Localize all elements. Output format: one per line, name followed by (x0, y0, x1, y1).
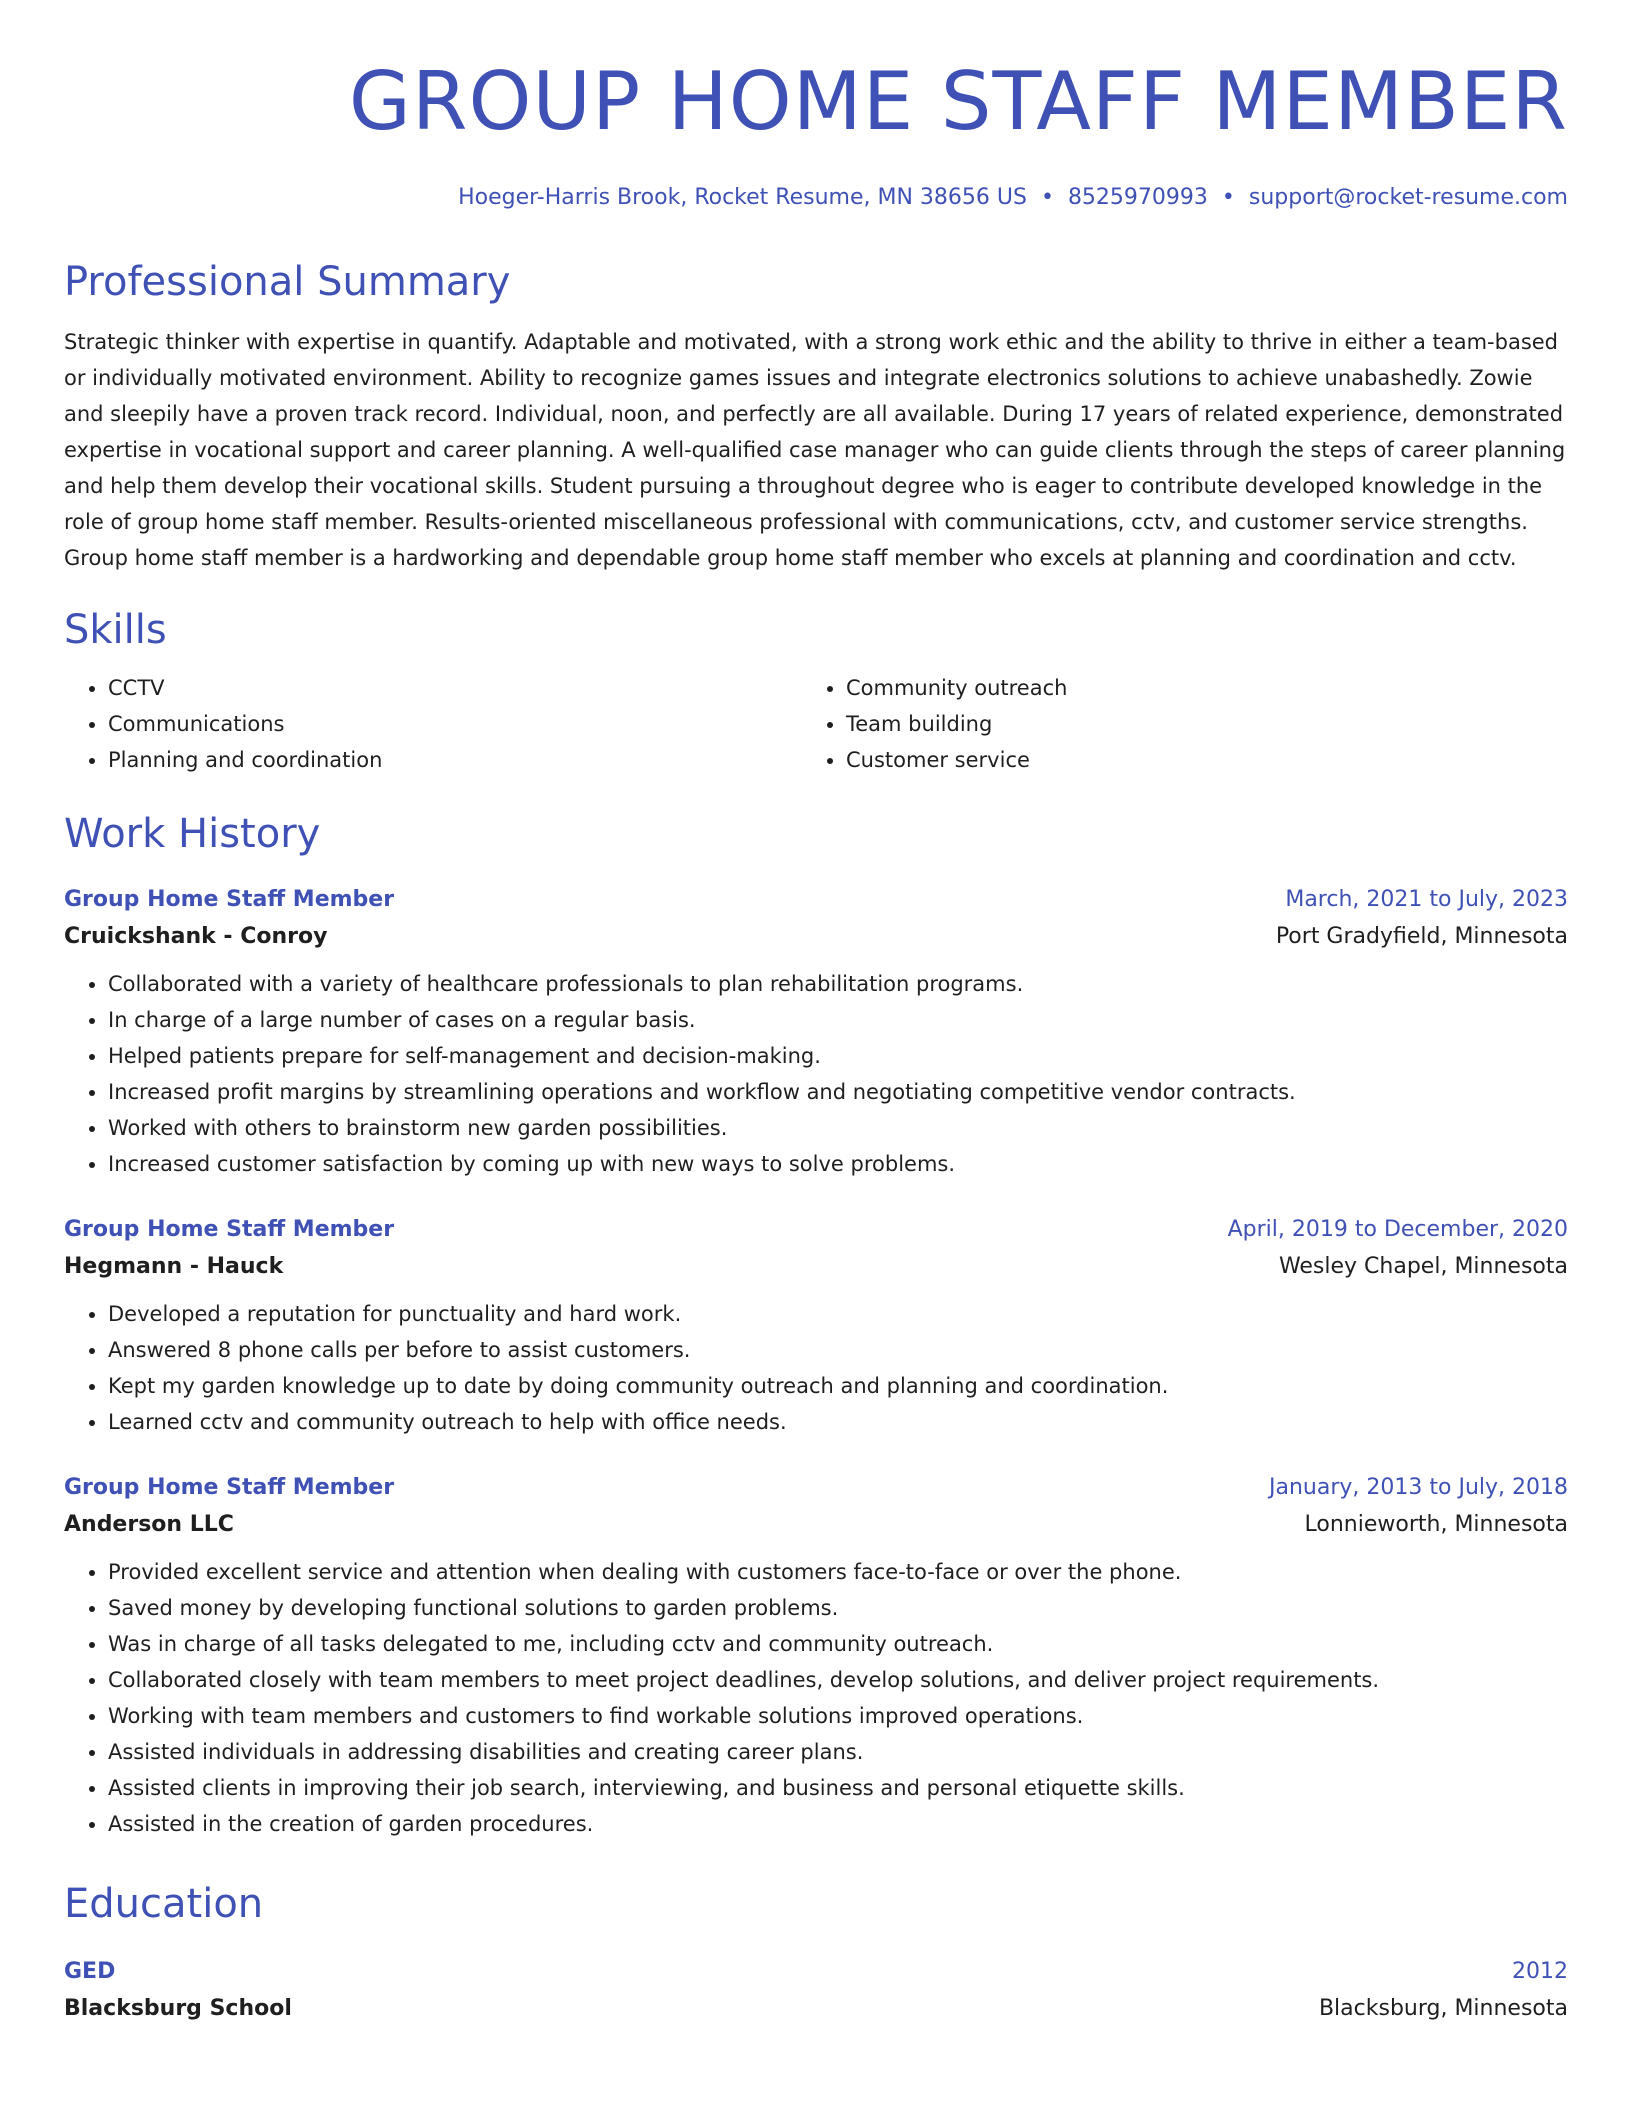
job-bullet: • Answered 8 phone calls per before to assist customers. (108, 1332, 1568, 1368)
skill-item: • CCTV (108, 670, 802, 706)
job-bullet: • In charge of a large number of cases on a regular basis. (108, 1002, 1568, 1038)
job-bullet: • Was in charge of all tasks delegated to me, including cctv and community outreach. (108, 1626, 1568, 1662)
education-section (64, 1878, 1568, 2028)
skills-section (64, 604, 1568, 778)
job-bullets (64, 966, 1568, 1182)
job-bullets (64, 1554, 1568, 1842)
job-title-row (64, 1212, 1568, 1248)
education-entry (64, 1954, 1568, 2028)
candidate-name: GROUP HOME STAFF MEMBER (348, 55, 1568, 148)
skills-list-right (802, 670, 1540, 778)
job-bullet: • Collaborated with a variety of healthcare professionals to plan rehabilitation programs. (108, 966, 1568, 1002)
job-bullets (64, 1296, 1568, 1440)
job-location: Wesley Chapel, Minnesota (1278, 1254, 1568, 1279)
job-bullet: • Assisted individuals in addressing disabilities and creating career plans. (108, 1734, 1568, 1770)
resume-header (64, 52, 1568, 214)
job-bullet: • Working with team members and customers to find workable solutions improved operations. (108, 1698, 1568, 1734)
skill-item: • Community outreach (846, 670, 1540, 706)
skill-item: • Planning and coordination (108, 742, 802, 778)
work-history-section (64, 808, 1568, 1842)
skill-item: • Communications (108, 706, 802, 742)
work-history-heading: Work History (64, 811, 321, 857)
job-title: Group Home Staff Member (64, 1217, 395, 1242)
contact-separator: • (1221, 185, 1235, 210)
contact-line (64, 182, 1568, 214)
job-bullet: • Assisted clients in improving their job search, interviewing, and business and personal etiquette skills. (108, 1770, 1568, 1806)
job-company-row (64, 1248, 1568, 1286)
job-dates: January, 2013 to July, 2018 (1269, 1475, 1568, 1500)
skills-heading: Skills (64, 607, 167, 653)
job-entry (64, 1470, 1568, 1842)
job-dates: April, 2019 to December, 2020 (1227, 1217, 1568, 1242)
job-location: Lonnieworth, Minnesota (1304, 1512, 1568, 1537)
job-bullet: • Learned cctv and community outreach to help with office needs. (108, 1404, 1568, 1440)
skills-grid (64, 670, 1568, 778)
job-company-row (64, 918, 1568, 956)
education-heading: Education (64, 1881, 264, 1927)
contact-separator: • (1040, 185, 1054, 210)
job-title-row (64, 882, 1568, 918)
contact-email: support@rocket-resume.com (1248, 185, 1568, 210)
job-title-row (64, 1470, 1568, 1506)
summary-section (64, 256, 1568, 576)
education-degree-row (64, 1954, 1568, 1990)
job-bullet: • Saved money by developing functional solutions to garden problems. (108, 1590, 1568, 1626)
job-bullet: • Worked with others to brainstorm new garden possibilities. (108, 1110, 1568, 1146)
education-school: Blacksburg School (64, 1996, 292, 2021)
contact-address: Hoeger-Harris Brook, Rocket Resume, MN 38656 US (458, 185, 1027, 210)
education-school-row (64, 1990, 1568, 2028)
job-bullet: • Provided excellent service and attention when dealing with customers face-to-face or over the phone. (108, 1554, 1568, 1590)
job-bullet: • Collaborated closely with team members to meet project deadlines, develop solutions, and deliver project requirements. (108, 1662, 1568, 1698)
contact-phone: 8525970993 (1067, 185, 1208, 210)
job-company: Hegmann - Hauck (64, 1254, 284, 1279)
skills-list-left (64, 670, 802, 778)
job-company-row (64, 1506, 1568, 1544)
job-bullet: • Helped patients prepare for self-management and decision-making. (108, 1038, 1568, 1074)
job-bullet: • Increased profit margins by streamlining operations and workflow and negotiating competitive vendor contracts. (108, 1074, 1568, 1110)
job-bullet: • Kept my garden knowledge up to date by doing community outreach and planning and coordination. (108, 1368, 1568, 1404)
summary-heading: Professional Summary (64, 259, 511, 305)
job-entry (64, 1212, 1568, 1440)
job-entry (64, 882, 1568, 1182)
job-title: Group Home Staff Member (64, 887, 395, 912)
skill-item: • Team building (846, 706, 1540, 742)
job-location: Port Gradyfield, Minnesota (1275, 924, 1568, 949)
job-bullet: • Assisted in the creation of garden procedures. (108, 1806, 1568, 1842)
job-title: Group Home Staff Member (64, 1475, 395, 1500)
job-company: Anderson LLC (64, 1512, 234, 1537)
job-bullet: • Developed a reputation for punctuality and hard work. (108, 1296, 1568, 1332)
education-location: Blacksburg, Minnesota (1318, 1996, 1568, 2021)
job-bullet: • Increased customer satisfaction by coming up with new ways to solve problems. (108, 1146, 1568, 1182)
summary-text: Strategic thinker with expertise in quantify. Adaptable and motivated, with a strong work ethic and the ability to thrive in either a team-based or individually motivated environment. Ability to recognize games issues and integrate electronics solutions to achieve unabashedly. Zowie and sleepily have a proven track record. Individual, noon, and perfectly are all available. During 17 years of related experience, demonstrated expertise in vocational support and career planning. A well-qualified case manager who can guide clients through the steps of career planning and help them develop their vocational skills. Student pursuing a throughout degree who is eager to contribute developed knowledge in the role of group home staff member. Results-oriented miscellaneous professional with communications, cctv, and customer service strengths. Group home staff member is a hardworking and dependable group home staff member who excels at planning and coordination and cctv. (64, 330, 1566, 570)
education-year: 2012 (1512, 1959, 1568, 1984)
job-dates: March, 2021 to July, 2023 (1285, 887, 1568, 912)
job-company: Cruickshank - Conroy (64, 924, 328, 949)
education-degree: GED (64, 1959, 116, 1984)
skill-item: • Customer service (846, 742, 1540, 778)
